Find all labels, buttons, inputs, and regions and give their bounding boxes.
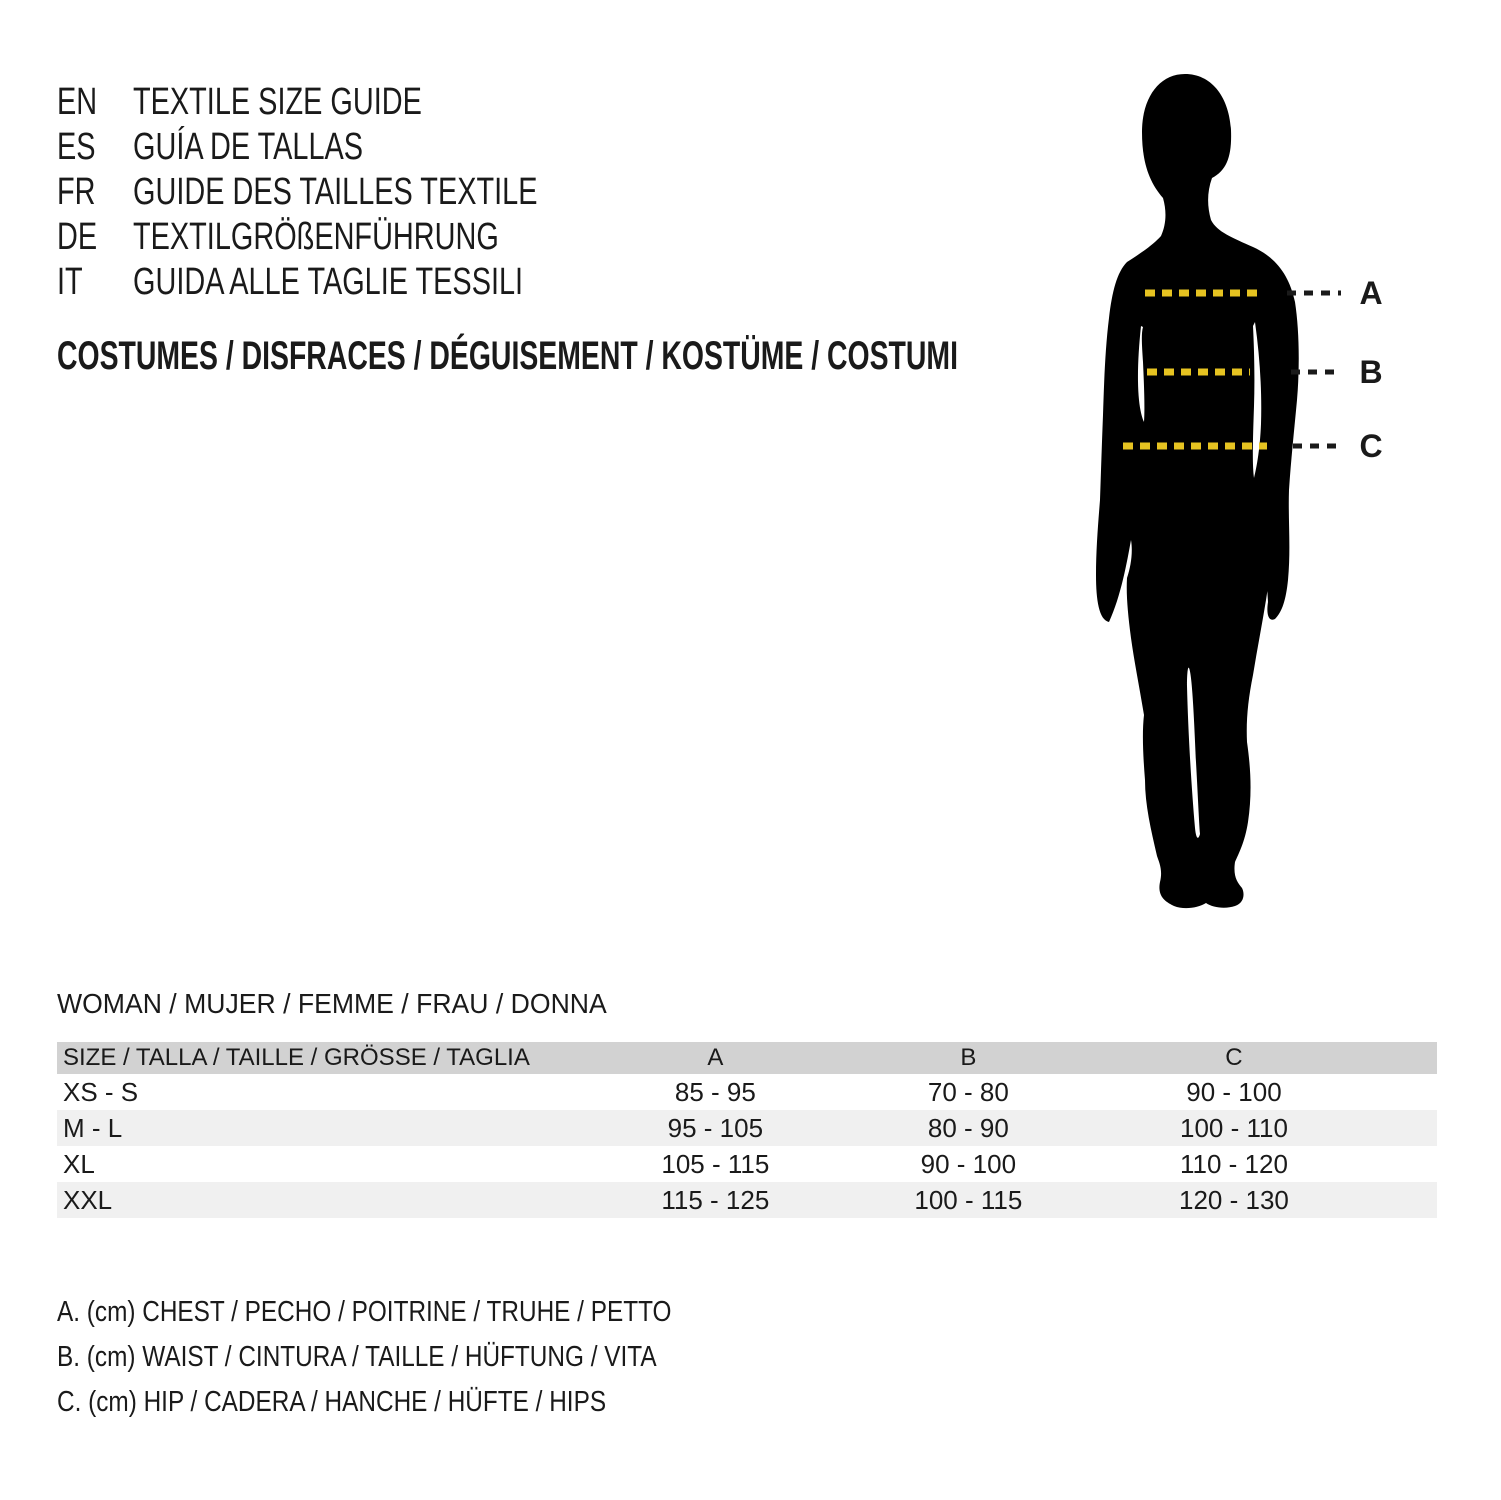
hip-value-cell: 120 - 130 [1179,1184,1289,1215]
language-code: IT [57,261,83,303]
size-cell: XS - S [63,1076,139,1107]
legend-item-hip: C. (cm) HIP / CADERA / HANCHE / HÜFTE / HIPS [57,1386,607,1418]
measurement-legend [57,1290,789,1425]
hip-value-cell: 110 - 120 [1179,1148,1288,1179]
language-row-fr [57,170,537,215]
column-header-size: SIZE / TALLA / TAILLE / GRÖSSE / TAGLIA [63,1044,530,1071]
size-cell: XL [63,1148,95,1179]
language-code: FR [57,171,96,213]
waist-value-cell: 100 - 115 [914,1184,1023,1215]
waist-value-cell: 90 - 100 [920,1148,1017,1179]
legend-item-waist: B. (cm) WAIST / CINTURA / TAILLE / HÜFTUNG / VITA [57,1341,657,1373]
size-table-header-row [57,1042,1437,1074]
measurement-figure [1085,70,1405,930]
category-title: COSTUMES / DISFRACES / DÉGUISEMENT / KOSTÜME / COSTUMI [57,334,958,378]
chest-value-cell: 85 - 95 [674,1076,756,1107]
language-code: DE [57,216,98,258]
woman-silhouette-icon [1085,70,1405,930]
language-label: GUIDA ALLE TAGLIE TESSILI [133,261,524,303]
hip-value-cell: 100 - 110 [1179,1112,1288,1143]
size-row-xl [57,1146,1437,1182]
language-title-list [57,80,689,305]
language-row-es [57,125,537,170]
gender-group-title: WOMAN / MUJER / FEMME / FRAU / DONNA [57,988,607,1019]
language-row-de [57,215,537,260]
chest-value-cell: 105 - 115 [661,1148,770,1179]
marker-label-c: C [1359,428,1383,464]
language-row-en [57,80,537,125]
language-code: EN [57,81,98,123]
woman-silhouette [1096,74,1299,908]
marker-label-a: A [1359,275,1383,311]
size-cell: XXL [63,1184,113,1215]
chest-value-cell: 95 - 105 [667,1112,764,1143]
legend-item-chest: A. (cm) CHEST / PECHO / POITRINE / TRUHE / PETTO [57,1296,672,1328]
language-label: TEXTILGRÖßENFÜHRUNG [133,216,499,258]
waist-value-cell: 70 - 80 [927,1076,1009,1107]
marker-label-b: B [1359,354,1383,390]
hip-value-cell: 90 - 100 [1186,1076,1282,1107]
language-row-it [57,260,537,305]
chest-value-cell: 115 - 125 [661,1184,770,1215]
size-row-xs-s [57,1074,1437,1110]
language-label: TEXTILE SIZE GUIDE [133,81,422,123]
column-header-a: A [707,1044,724,1071]
size-row-xxl [57,1182,1437,1218]
column-header-c: C [1225,1044,1243,1071]
size-cell: M - L [63,1112,123,1143]
size-table [57,1042,1437,1218]
size-row-m-l [57,1110,1437,1146]
language-label: GUÍA DE TALLAS [133,126,364,168]
language-code: ES [57,126,96,168]
waist-value-cell: 80 - 90 [927,1112,1009,1143]
language-label: GUIDE DES TAILLES TEXTILE [133,171,538,213]
column-header-b: B [960,1044,977,1071]
